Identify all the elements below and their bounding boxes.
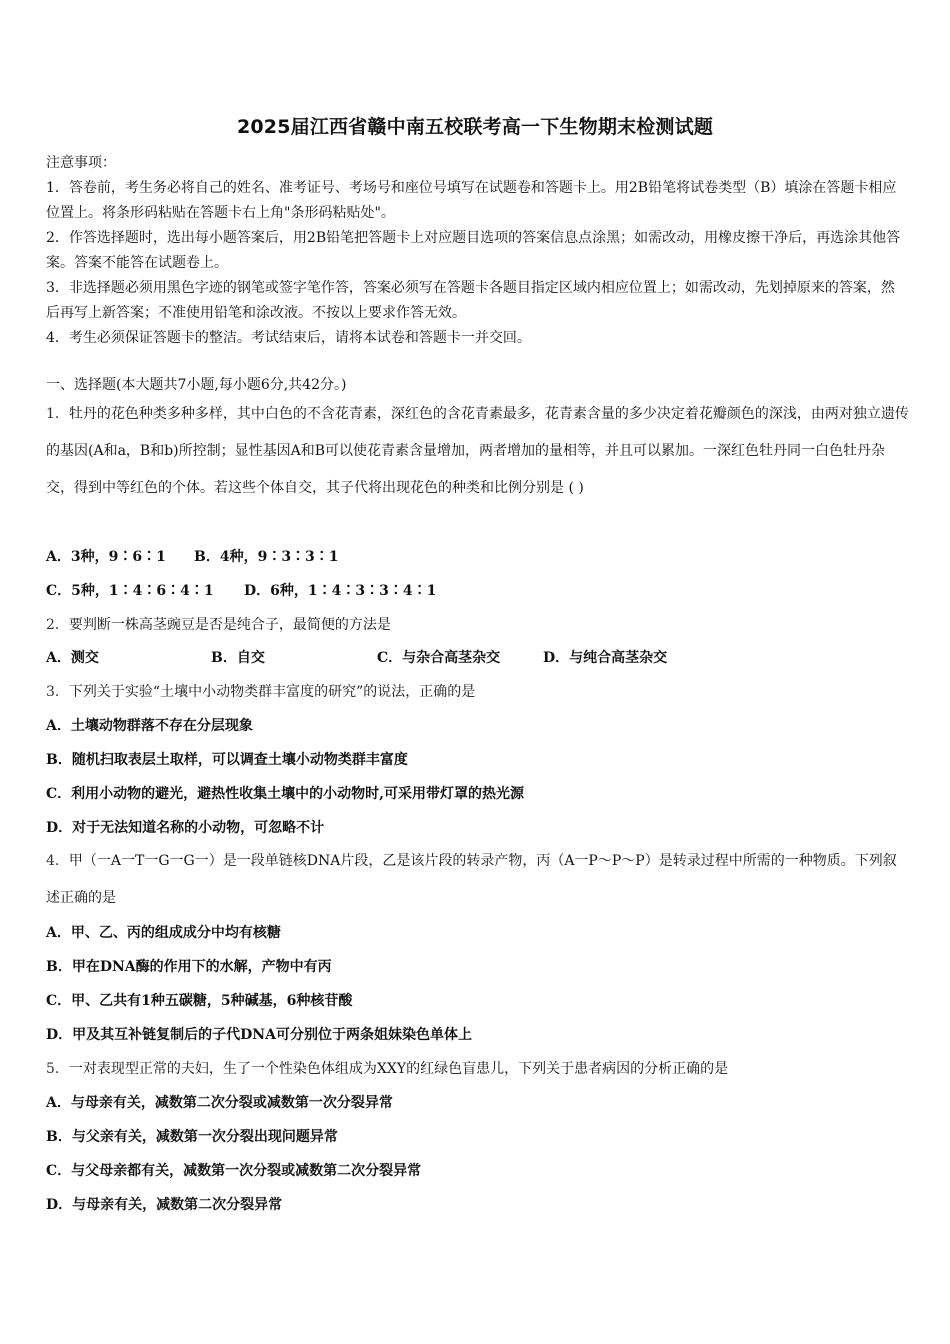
question-number: 4．	[46, 853, 69, 869]
question-text: 下列关于实验“土壤中小动物类群丰富度的研究”的说法，正确的是	[68, 684, 476, 700]
option-text: A．甲、乙、丙的组成成分中均有核糖	[46, 925, 281, 941]
page-title: 2025届江西省赣中南五校联考高一下生物期末检测试题	[236, 116, 714, 138]
notice-item: 1．答卷前，考生务必将自己的姓名、准考证号、考场号和座位号填写在试题卷和答题卡上。用2B铅笔将试卷类型（B）填涂在答题卡相应位置上。将条形码粘贴在答题卡右上角"条形码粘贴处"。	[46, 180, 897, 221]
option-text: A．土壤动物群落不存在分层现象	[46, 718, 253, 734]
option-text: D．与母亲有关，减数第二次分裂异常	[46, 1197, 283, 1213]
option-b: B．自交	[211, 650, 265, 666]
option-text: D．甲及其互补链复制后的子代DNA可分别位于两条姐妹染色单体上	[46, 1027, 472, 1043]
option-c: C．与杂合高茎杂交	[377, 650, 501, 666]
option-a	[46, 1092, 910, 1114]
question-3-stem	[46, 681, 910, 703]
notice-heading: 注意事项：	[46, 155, 116, 171]
option-b	[46, 1126, 910, 1148]
option-text: B．与父亲有关，减数第一次分裂出现问题异常	[46, 1129, 338, 1145]
option-a: A．测交	[46, 650, 99, 666]
question-2-stem	[46, 614, 910, 636]
option-text: D．对于无法知道名称的小动物，可忽略不计	[46, 820, 325, 836]
question-number: 2．	[46, 617, 69, 633]
option-text: C．与父母亲都有关，减数第一次分裂或减数第二次分裂异常	[46, 1163, 422, 1179]
question-text: 甲（一A一T一G一G一）是一段单链核DNA片段，乙是该片段的转录产物，丙（A一P～P～P）是转录过程中所需的一种物质。下列叙述正确的是	[46, 853, 897, 906]
option-d	[46, 817, 910, 839]
notice-item: 2．作答选择题时，选出每小题答案后，用2B铅笔把答题卡上对应题目选项的答案信息点涂黑；如需改动，用橡皮擦干净后，再选涂其他答案。答案不能答在试题卷上。	[46, 230, 901, 271]
option-b	[46, 956, 910, 978]
option-text: C．甲、乙共有1种五碳糖，5种碱基，6种核苷酸	[46, 993, 353, 1009]
option-d: D．与纯合高茎杂交	[543, 650, 668, 666]
option-d	[46, 1194, 910, 1216]
option-b: B．4种，9∶3∶3∶1	[194, 549, 339, 565]
question-text: 要判断一株高茎豌豆是否是纯合子，最简便的方法是	[68, 617, 391, 633]
option-b	[46, 749, 910, 771]
question-number: 3．	[46, 684, 69, 700]
option-row	[46, 647, 910, 669]
notice-item: 3．非选择题必须用黑色字迹的钢笔或签字笔作答，答案必须写在答题卡各题目指定区域内相应位置上；如需改动，先划掉原来的答案，然后再写上新答案；不准使用铅笔和涂改液。不按以上要求作答无效。	[46, 280, 895, 321]
option-a	[46, 715, 910, 737]
option-c	[46, 783, 910, 805]
question-stem	[46, 396, 910, 507]
question-1	[46, 396, 910, 507]
notice-item: 4．考生必须保证答题卡的整洁。考试结束后，请将本试卷和答题卡一并交回。	[46, 330, 531, 346]
option-a: A．3种，9∶6∶1	[46, 549, 166, 565]
question-text: 牡丹的花色种类多种多样，其中白色的不含花青素，深红色的含花青素最多，花青素含量的多少决定着花瓣颜色的深浅，由两对独立遗传的基因(A和a，B和b)所控制；显性基因A和B可以使花青素含量增加，两者增加的量相等，并且可以累加。一深红色牡丹同一白色牡丹杂交，得到中等红色的个体。若这些个体自交，其子代将出现花色的种类和比例分别是 ( )	[46, 406, 909, 496]
option-d: D．6种，1∶4∶3∶3∶4∶1	[244, 583, 437, 599]
question-4	[46, 843, 910, 917]
option-text: C．利用小动物的避光，避热性收集土壤中的小动物时,可采用带灯罩的热光源	[46, 786, 525, 802]
question-number: 1．	[46, 406, 69, 422]
question-5-stem	[46, 1058, 910, 1080]
option-text: A．与母亲有关，减数第二次分裂或减数第一次分裂异常	[46, 1095, 393, 1111]
option-a	[46, 922, 910, 944]
option-d	[46, 1024, 910, 1046]
option-row	[46, 580, 910, 602]
option-c	[46, 1160, 910, 1182]
option-text: B．随机扫取表层土取样，可以调查土壤小动物类群丰富度	[46, 752, 408, 768]
option-c	[46, 990, 910, 1012]
notice-block	[46, 151, 908, 351]
option-row	[46, 546, 910, 568]
question-stem	[46, 843, 910, 917]
option-text: B．甲在DNA酶的作用下的水解，产物中有丙	[46, 959, 332, 975]
option-c: C．5种，1∶4∶6∶4∶1	[46, 583, 214, 599]
question-number: 5．	[46, 1061, 69, 1077]
question-text: 一对表现型正常的夫妇，生了一个性染色体组成为XXY的红绿色盲患儿，下列关于患者病因的分析正确的是	[68, 1061, 729, 1077]
section-heading: 一、选择题(本大题共7小题,每小题6分,共42分。)	[46, 377, 347, 393]
